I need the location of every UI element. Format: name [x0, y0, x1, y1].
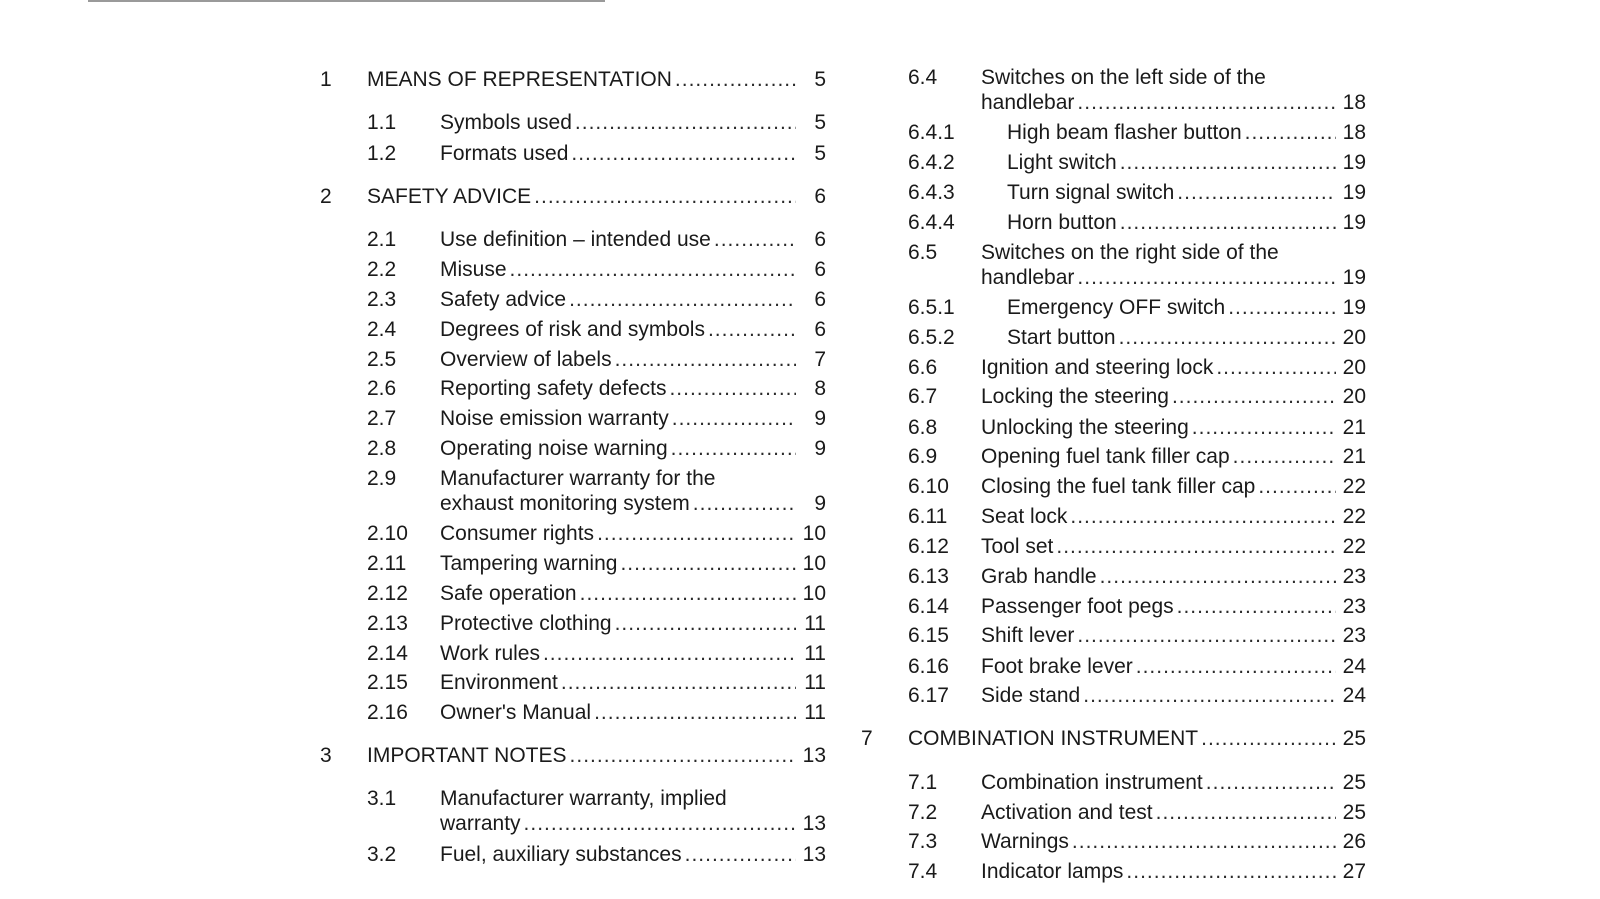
toc-entry-title: Tool set: [981, 535, 1054, 558]
toc-entry-number: 1.2: [367, 142, 397, 165]
toc-entry-title: handlebar: [981, 91, 1075, 114]
toc-leader-dots: [1228, 295, 1336, 321]
toc-leader-dots: [1245, 120, 1336, 146]
toc-entry-line: [981, 623, 1366, 649]
toc-entry-title: Ignition and steering lock: [981, 356, 1214, 379]
toc-entry[interactable]: [0, 384, 1366, 410]
toc-leader-dots: [1056, 534, 1336, 560]
toc-entry-page: 27: [1342, 860, 1366, 883]
toc-leader-dots: [1177, 180, 1336, 206]
toc-entry-page: 20: [1342, 385, 1366, 408]
toc-entry-page: 5: [814, 111, 826, 134]
toc-entry-title: Combination instrument: [981, 771, 1203, 794]
toc-entry-number: 6.5.2: [908, 326, 955, 349]
toc-entry-number: 7.2: [908, 801, 938, 824]
toc-entry-number: 6.5: [908, 241, 938, 264]
toc-entry-line: [981, 594, 1366, 620]
toc-entry-title: Emergency OFF switch: [1007, 296, 1226, 319]
toc-entry-title: Work rules: [440, 642, 540, 665]
toc-entry-page: 11: [804, 671, 826, 694]
toc-entry-page: 11: [804, 612, 826, 635]
toc-entry-page: 7: [814, 348, 826, 371]
toc-entry-page: 22: [1342, 505, 1366, 528]
toc-entry-line: [1007, 325, 1366, 351]
toc-entry-page: 8: [814, 377, 826, 400]
toc-entry-number: 2.16: [367, 701, 408, 724]
toc-entry-title: Safety advice: [440, 288, 567, 311]
toc-entry-number: 6.16: [908, 655, 949, 678]
toc-entry-page: 9: [814, 492, 826, 515]
toc-entry-page: 20: [1342, 326, 1366, 349]
toc-entry-title: Seat lock: [981, 505, 1068, 528]
toc-entry-line: [981, 770, 1366, 796]
toc-entry-title: Warnings: [981, 830, 1069, 853]
toc-entry[interactable]: [0, 415, 1366, 441]
toc-leader-dots: [1077, 265, 1336, 291]
toc-leader-dots: [1077, 90, 1336, 116]
toc-entry[interactable]: [0, 829, 1366, 855]
toc-entry-page: 9: [814, 437, 826, 460]
toc-entry-title: Grab handle: [981, 565, 1097, 588]
toc-entry-title: Use definition – intended use: [440, 228, 711, 251]
toc-entry-number: 2.15: [367, 671, 408, 694]
toc-entry-title: Protective clothing: [440, 612, 612, 635]
toc-entry-page: 26: [1342, 830, 1366, 853]
toc-leader-dots: [1126, 859, 1336, 885]
toc-entry-number: 6.15: [908, 624, 949, 647]
toc-entry-title: Indicator lamps: [981, 860, 1124, 883]
toc-entry-number: 1.1: [367, 111, 397, 134]
toc-entry-number: 6.4: [908, 66, 938, 89]
toc-entry-number: 2.4: [367, 318, 397, 341]
toc-entry-page: 24: [1342, 655, 1366, 678]
toc-entry-line: [981, 829, 1366, 855]
toc-leader-dots: [1192, 415, 1336, 441]
toc-entry-page: 6: [814, 288, 826, 311]
toc-entry[interactable]: [0, 594, 1366, 620]
toc-entry[interactable]: [0, 65, 1366, 117]
toc-entry[interactable]: [0, 355, 1366, 381]
toc-leader-dots: [1206, 770, 1336, 796]
toc-entry-title: Noise emission warranty: [440, 407, 669, 430]
toc-entry-page: 18: [1342, 121, 1366, 144]
toc-entry-title: COMBINATION INSTRUMENT: [908, 727, 1199, 750]
toc-entry[interactable]: [0, 210, 1366, 236]
toc-entry-title: Symbols used: [440, 111, 572, 134]
toc-entry-number: 6.7: [908, 385, 938, 408]
toc-leader-dots: [1120, 210, 1336, 236]
toc-entry-title: Closing the fuel tank filler cap: [981, 475, 1256, 498]
toc-entry[interactable]: [0, 240, 1366, 292]
toc-entry-page: 13: [802, 843, 826, 866]
toc-entry-title-line1: Switches on the left side of the: [981, 66, 1266, 89]
toc-entry-page: 6: [814, 258, 826, 281]
toc-entry-page: 5: [814, 142, 826, 165]
toc-leader-dots: [1070, 504, 1336, 530]
toc-entry-number: 6.14: [908, 595, 949, 618]
toc-entry-page: 6: [814, 185, 826, 208]
toc-entry-title: handlebar: [981, 266, 1075, 289]
toc-entry-title: Safe operation: [440, 582, 577, 605]
toc-entry-page: 21: [1342, 445, 1366, 468]
toc-entry-line: [908, 726, 1366, 752]
toc-entry-number: 7.1: [908, 771, 938, 794]
toc-entry[interactable]: [0, 859, 1366, 885]
toc-entry-line: [981, 355, 1366, 381]
toc-entry-page: 6: [814, 318, 826, 341]
toc-entry[interactable]: [0, 474, 1366, 500]
toc-entry-number: 1: [320, 68, 332, 91]
toc-entry-number: 2: [320, 185, 332, 208]
toc-entry-number: 2.1: [367, 228, 397, 251]
toc-entry-page: 19: [1342, 211, 1366, 234]
toc-entry-page: 11: [804, 642, 826, 665]
toc-entry-page: 19: [1342, 266, 1366, 289]
toc-entry-page: 9: [814, 407, 826, 430]
toc-entry-page: 10: [802, 552, 826, 575]
toc-entry[interactable]: [0, 120, 1366, 146]
toc-entry[interactable]: [0, 534, 1366, 560]
toc-entry-number: 6.4.1: [908, 121, 955, 144]
toc-entry-page: 24: [1342, 684, 1366, 707]
toc-entry-title: Unlocking the steering: [981, 416, 1189, 439]
toc-entry-line: [1007, 120, 1366, 146]
toc-entry-number: 3.1: [367, 787, 397, 810]
toc-entry-number: 3.2: [367, 843, 397, 866]
toc-entry-page: 5: [814, 68, 826, 91]
toc-entry[interactable]: [0, 150, 1366, 176]
toc-entry-title-line1: Manufacturer warranty, implied: [440, 787, 727, 810]
toc-leader-dots: [1172, 384, 1336, 410]
toc-leader-dots: [1119, 325, 1336, 351]
toc-leader-dots: [1083, 683, 1336, 709]
toc-leader-dots: [1072, 829, 1336, 855]
toc-entry-title: Passenger foot pegs: [981, 595, 1174, 618]
toc-entry[interactable]: [0, 504, 1366, 530]
toc-entry-number: 2.9: [367, 467, 397, 490]
toc-entry-line: [981, 384, 1366, 410]
toc-entry-number: 2.13: [367, 612, 408, 635]
toc-entry-title: Shift lever: [981, 624, 1075, 647]
toc-entry[interactable]: [0, 444, 1366, 470]
toc-entry-page: 25: [1342, 771, 1366, 794]
toc-entry-number: 6.13: [908, 565, 949, 588]
toc-entry-number: 6.12: [908, 535, 949, 558]
toc-entry-title: IMPORTANT NOTES: [367, 744, 567, 767]
toc-entry-page: 13: [802, 744, 826, 767]
toc-entry-line: [981, 90, 1366, 116]
toc-entry-number: 6.17: [908, 684, 949, 707]
toc-entry-title-line1: Switches on the right side of the: [981, 241, 1279, 264]
toc-entry-line: [981, 415, 1366, 441]
toc-entry-title: Activation and test: [981, 801, 1153, 824]
toc-entry-page: 25: [1342, 727, 1366, 750]
toc-entry[interactable]: [0, 564, 1366, 590]
toc-entry-number: 7: [861, 727, 873, 750]
toc-entry-line: [981, 444, 1366, 470]
toc-entry-number: 6.9: [908, 445, 938, 468]
toc-entry-number: 2.12: [367, 582, 408, 605]
toc-entry-line: [1007, 295, 1366, 321]
toc-entry-line: [1007, 210, 1366, 236]
toc-entry-number: 2.10: [367, 522, 408, 545]
toc-entry-line: [981, 265, 1366, 291]
toc-entry-number: 6.4.4: [908, 211, 955, 234]
toc-entry-line: [1007, 150, 1366, 176]
toc-entry-page: 6: [814, 228, 826, 251]
toc-entry-page: 23: [1342, 565, 1366, 588]
toc-entry-title: Turn signal switch: [1007, 181, 1175, 204]
toc-entry-number: 2.2: [367, 258, 397, 281]
toc-entry[interactable]: [0, 180, 1366, 206]
toc-entry-title: Owner's Manual: [440, 701, 592, 724]
toc-entry-title: Side stand: [981, 684, 1081, 707]
toc-entry-page: 23: [1342, 624, 1366, 647]
toc-leader-dots: [1077, 623, 1336, 649]
toc-leader-dots: [1216, 355, 1336, 381]
toc-entry-line: [1007, 180, 1366, 206]
toc-entry-number: 6.4.2: [908, 151, 955, 174]
toc-entry-title-line1: Manufacturer warranty for the: [440, 467, 716, 490]
toc-leader-dots: [1156, 800, 1336, 826]
toc-entry-page: 22: [1342, 475, 1366, 498]
toc-entry-title: Overview of labels: [440, 348, 612, 371]
toc-leader-dots: [1177, 594, 1336, 620]
toc-leader-dots: [1201, 726, 1336, 752]
toc-entry-page: 21: [1342, 416, 1366, 439]
toc-entry-page: 23: [1342, 595, 1366, 618]
toc-entry-number: 7.4: [908, 860, 938, 883]
toc-entry-title: Tampering warning: [440, 552, 618, 575]
toc-entry-title: Start button: [1007, 326, 1116, 349]
toc-entry-page: 18: [1342, 91, 1366, 114]
toc-entry-page: 10: [802, 522, 826, 545]
toc-entry-title: Foot brake lever: [981, 655, 1133, 678]
toc-entry-title: Opening fuel tank filler cap: [981, 445, 1230, 468]
toc-leader-dots: [1136, 654, 1336, 680]
toc-entry[interactable]: [0, 325, 1366, 351]
toc-entry-page: 10: [802, 582, 826, 605]
toc-entry-title: SAFETY ADVICE: [367, 185, 532, 208]
toc-entry-title: Locking the steering: [981, 385, 1169, 408]
toc-entry[interactable]: [0, 654, 1366, 680]
toc-entry-title: warranty: [440, 812, 521, 835]
toc-entry-page: 22: [1342, 535, 1366, 558]
toc-entry-page: 19: [1342, 296, 1366, 319]
toc-entry-title: Degrees of risk and symbols: [440, 318, 705, 341]
toc-entry-number: 2.5: [367, 348, 397, 371]
toc-entry-title: Environment: [440, 671, 558, 694]
toc-entry[interactable]: [0, 683, 1366, 709]
toc-leader-dots: [1258, 474, 1336, 500]
toc-entry-title: Light switch: [1007, 151, 1117, 174]
toc-entry-line: [981, 504, 1366, 530]
toc-entry-number: 6.11: [908, 505, 948, 528]
toc-entry-page: 19: [1342, 181, 1366, 204]
toc-entry-number: 6.8: [908, 416, 938, 439]
toc-entry-number: 6.10: [908, 475, 949, 498]
toc-entry-line: [981, 683, 1366, 709]
toc-entry-number: 2.11: [367, 552, 407, 575]
toc-entry[interactable]: [0, 295, 1366, 321]
toc-entry-line: [981, 534, 1366, 560]
toc-entry[interactable]: [0, 623, 1366, 649]
toc-entry-title: exhaust monitoring system: [440, 492, 690, 515]
toc-entry-line: [981, 859, 1366, 885]
toc-entry-number: 2.7: [367, 407, 397, 430]
toc-entry-number: 6.4.3: [908, 181, 955, 204]
toc-entry[interactable]: [0, 726, 1366, 752]
toc-entry-title: Fuel, auxiliary substances: [440, 843, 682, 866]
toc-entry-line: [981, 654, 1366, 680]
toc-entry-number: 6.6: [908, 356, 938, 379]
toc-entry-title: MEANS OF REPRESENTATION: [367, 68, 672, 91]
toc-leader-dots: [1100, 564, 1336, 590]
toc-entry-number: 6.5.1: [908, 296, 955, 319]
toc-entry-number: 2.3: [367, 288, 397, 311]
toc-entry[interactable]: [0, 770, 1366, 796]
toc-entry-title: Operating noise warning: [440, 437, 668, 460]
toc-entry-number: 3: [320, 744, 332, 767]
toc-entry-title: Reporting safety defects: [440, 377, 667, 400]
toc-entry-line: [981, 800, 1366, 826]
toc-leader-dots: [1233, 444, 1336, 470]
toc-entry-number: 7.3: [908, 830, 938, 853]
toc-entry-page: 13: [802, 812, 826, 835]
toc-entry-title: Formats used: [440, 142, 569, 165]
toc-entry-title: Misuse: [440, 258, 507, 281]
toc-entry-number: 2.8: [367, 437, 397, 460]
toc-entry-page: 11: [804, 701, 826, 724]
toc-entry-title: High beam flasher button: [1007, 121, 1242, 144]
toc-entry[interactable]: [0, 800, 1366, 826]
toc-entry-line: [981, 474, 1366, 500]
toc-entry-line: [981, 564, 1366, 590]
toc-entry-title: Horn button: [1007, 211, 1117, 234]
toc-entry-page: 20: [1342, 356, 1366, 379]
toc-leader-dots: [1120, 150, 1336, 176]
toc-entry-page: 19: [1342, 151, 1366, 174]
toc-entry-page: 25: [1342, 801, 1366, 824]
toc-entry-number: 2.14: [367, 642, 408, 665]
toc-entry-title: Consumer rights: [440, 522, 595, 545]
toc-entry-number: 2.6: [367, 377, 397, 400]
